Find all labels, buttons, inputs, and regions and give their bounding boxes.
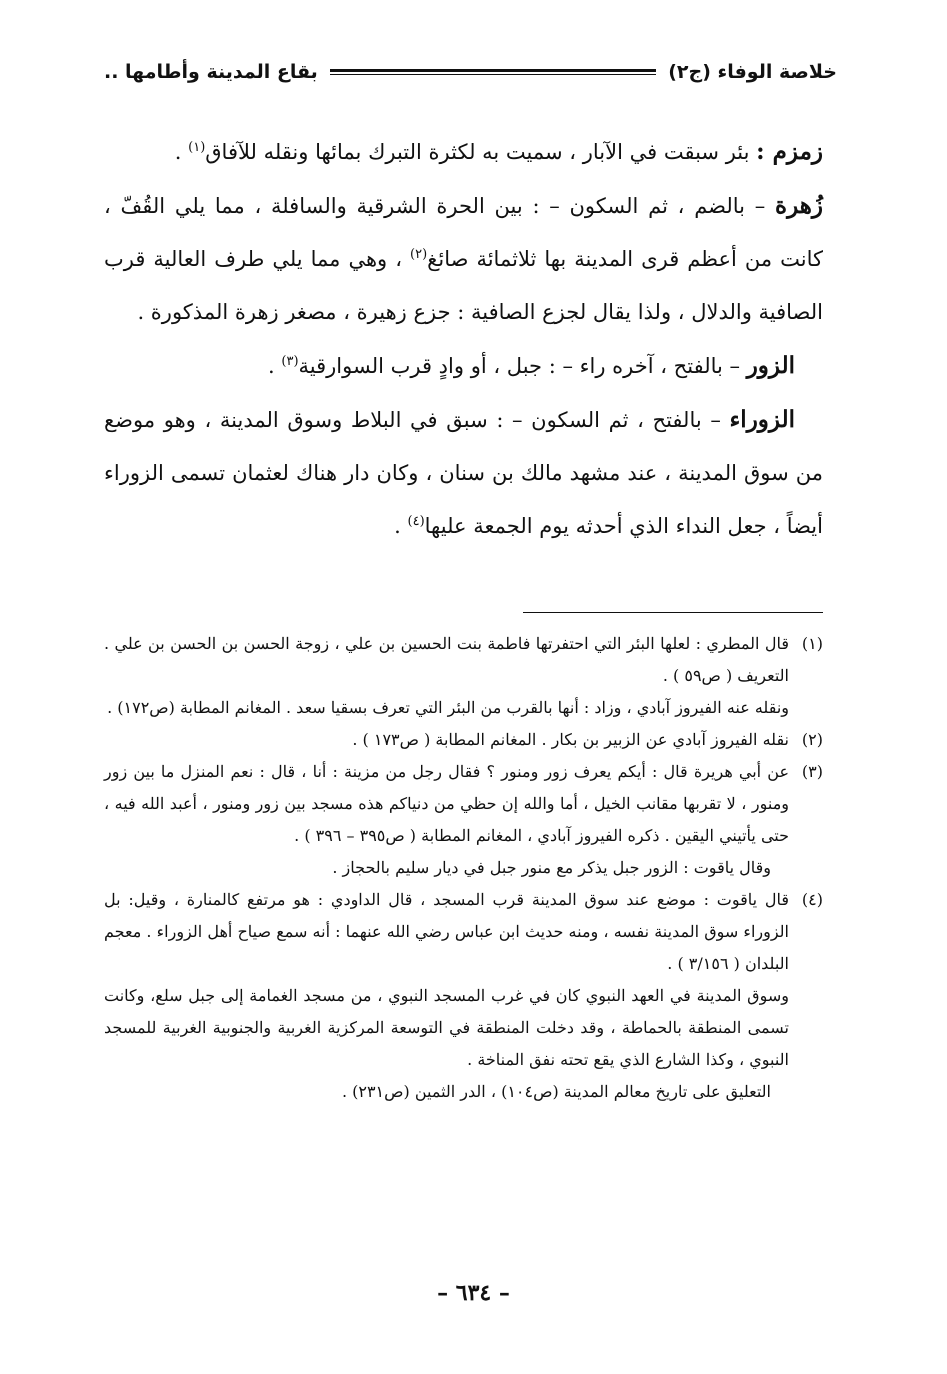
footnotes — [104, 628, 823, 1108]
footnote-3 — [104, 756, 823, 852]
entry-zawraa — [104, 393, 823, 553]
footnote-ref: (١) — [188, 140, 206, 155]
footnote-4-source: التعليق على تاريخ معالم المدينة (ص١٠٤) ، الدر الثمين (ص٢٣١) . — [341, 1082, 771, 1101]
footnote-ref: (٣) — [281, 354, 299, 369]
footnote-1-continuation: ونقله عنه الفيروز آبادي ، وزاد : أنها بالقرب من البئر التي تعرف بسقيا سعد . المغانم المطابة (ص١٧٢) . — [107, 698, 789, 717]
footnote-1 — [104, 628, 823, 692]
running-header — [104, 52, 837, 92]
entry-head: الزوراء — [729, 406, 795, 433]
footnote-4-continuation: وسوق المدينة في العهد النبوي كان في غرب المسجد النبوي ، من مسجد الغمامة إلى جبل سلع، وكانت تسمى المنطقة بالحماطة ، وقد دخلت المنطقة في التوسعة المركزية الغربية والجنوبية الغربية للمسجد النبوي ، وكذا الشارع الذي يقع تحته نفق المناخة . — [104, 986, 789, 1069]
main-text — [104, 125, 823, 553]
book-title: خلاصة الوفاء (ج٢) — [668, 61, 837, 83]
entry-head: زمزم : — [756, 138, 823, 165]
footnote-ref: (٢) — [410, 247, 428, 262]
entry-head: زُهرة — [775, 192, 823, 219]
entry-tail: . — [174, 140, 189, 164]
entry-text: – بالضم ، ثم السكون – : بين الحرة الشرقية والسافلة ، مما يلي القُفّ ، كانت من أعظم قرى المدينة بها ثلاثمائة صائغ — [104, 194, 823, 271]
page-number: – ٦٣٤ – — [437, 1280, 510, 1306]
entry-head: الزور — [746, 352, 795, 379]
footnote-3-continuation: وقال ياقوت : الزور جبل يذكر مع منور جبل في ديار سليم بالحجاز . — [332, 858, 771, 877]
footnote-4 — [104, 884, 823, 980]
entry-text: – بالفتح ، ثم السكون – : سبق في البلاط وسوق المدينة ، وهو موضع من سوق المدينة ، عند مشهد مالك بن سنان ، وكان دار هناك لعثمان تسمى الزوراء أيضاً ، جعل النداء الذي أحدثه يوم الجمعة عليها — [104, 408, 823, 538]
footnote-ref: (٤) — [407, 514, 425, 529]
footnote-number: (٢) — [801, 730, 823, 749]
entry-tail: . — [268, 354, 282, 378]
footnote-text: قال ياقوت : موضع عند سوق المدينة قرب المسجد ، قال الداودي : هو مرتفع كالمنارة ، وقيل: بل الزوراء سوق المدينة نفسه ، ومنه حديث ابن عباس رضي الله عنهما : أنه سمع صياح أهل الزوراء . معجم البلدان ( ٣/١٥٦ ) . — [104, 890, 789, 973]
entry-zawr — [104, 339, 823, 393]
entry-tail: . — [394, 514, 408, 538]
footnote-2 — [104, 724, 823, 756]
footnote-text: نقله الفيروز آبادي عن الزبير بن بكار . المغانم المطابة ( ص١٧٣ ) . — [352, 730, 789, 749]
footnote-text: عن أبي هريرة قال : أيكم يعرف زور ومنور ؟ فقال رجل من مزينة : أنا ، قال : نعم المنزل ما بين زور ومنور ، لا تقربها مقانب الخيل ، أما والله إن حظي من دنياكم هذه مسجد بين زور ومنور ، أعبد الله فيه ، حتى يأتيني اليقين . ذكره الفيروز آبادي ، المغانم المطابة ( ص٣٩٥ – ٣٩٦ ) . — [104, 762, 789, 845]
header-rule — [330, 69, 656, 75]
section-title: بقاع المدينة وأطامها .. — [104, 61, 318, 83]
footnote-separator — [523, 612, 823, 613]
entry-text: – بالفتح ، آخره راء – : جبل ، أو وادٍ قرب السوارقية — [298, 354, 747, 378]
footnote-number: (١) — [801, 634, 823, 653]
entry-zuhra — [104, 179, 823, 339]
entry-text: بئر سبقت في الآبار ، سميت به لكثرة التبرك بمائها ونقله للآفاق — [205, 140, 757, 164]
entry-tail: ، وهي مما يلي طرف العالية قرب الصافية والدلال ، ولذا يقال لجزع الصافية : جزع زهيرة ، مصغر زهرة المذكورة . — [104, 247, 823, 324]
footnote-number: (٤) — [801, 890, 823, 909]
footnote-number: (٣) — [801, 762, 823, 781]
entry-zamzam — [104, 125, 823, 179]
footnote-text: قال المطري : لعلها البئر التي احتفرتها فاطمة بنت الحسين بن علي ، زوجة الحسن بن الحسن بن علي . التعريف ( ص٥٩ ) . — [104, 634, 789, 685]
